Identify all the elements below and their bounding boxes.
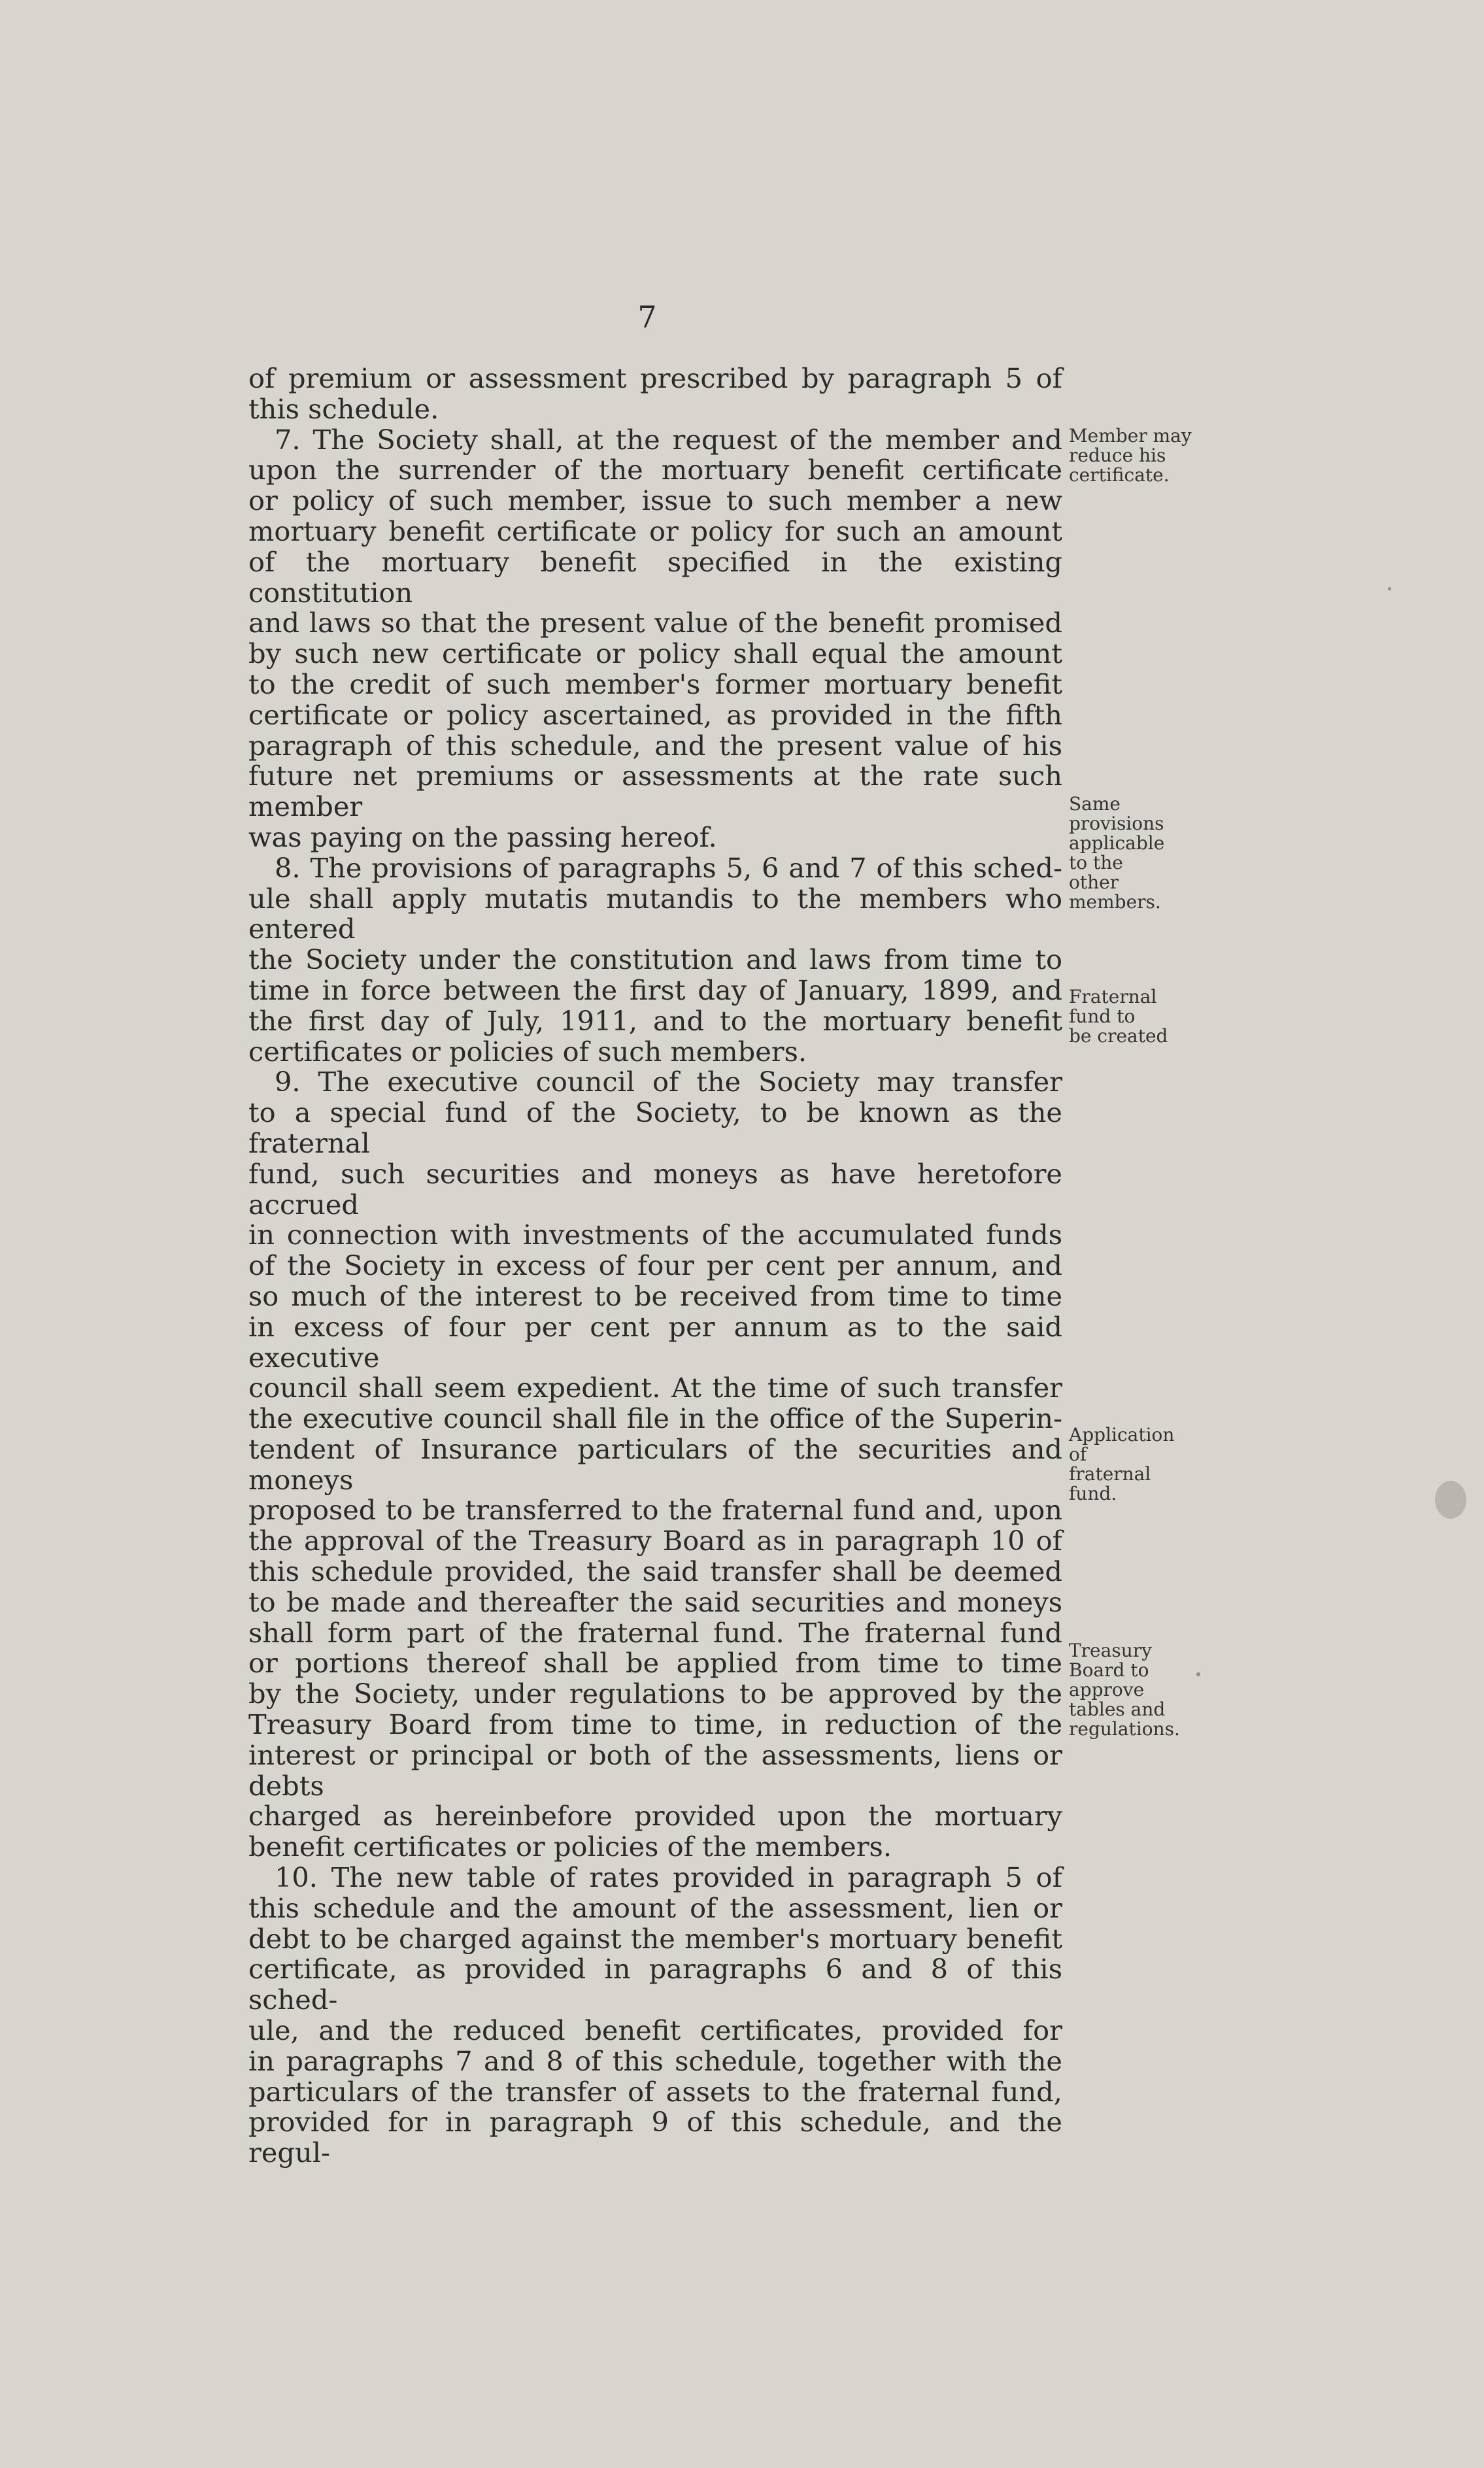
text-line: certificate or policy ascertained, as provided in the fifth xyxy=(248,698,1062,731)
sidenote-line: Same xyxy=(1069,793,1121,815)
text-line: the Society under the constitution and laws from time to xyxy=(248,943,1062,976)
text-line: time in force between the first day of January, 1899, and xyxy=(248,973,1062,1006)
sidenote-line: fund to xyxy=(1069,1006,1136,1027)
sidenote-line: Member may xyxy=(1069,425,1192,447)
text-line: certificates or policies of such members. xyxy=(248,1035,807,1068)
text-line: or portions thereof shall be applied from time to time xyxy=(248,1647,1062,1680)
sidenote-line: tables and xyxy=(1069,1699,1166,1720)
paragraph-8-start: 8. The provisions of paragraphs 5, 6 and 7 of this sched- xyxy=(275,851,1062,884)
sidenote-line: reduce his xyxy=(1069,445,1166,466)
text-line: tendent of Insurance particulars of the securities and moneys xyxy=(248,1432,1062,1496)
text-line: to be made and thereafter the said securities and moneys xyxy=(248,1585,1062,1618)
body-text xyxy=(248,363,1062,2169)
text-line: Treasury Board from time to time, in reduction of the xyxy=(248,1708,1062,1741)
text-line: provided for in paragraph 9 of this schedule, and the regul- xyxy=(248,2106,1062,2169)
text-line: paragraph of this schedule, and the present value of his xyxy=(248,729,1062,762)
text-line: in connection with investments of the accumulated funds xyxy=(248,1219,1062,1251)
sidenote-member-may-reduce xyxy=(1069,426,1206,485)
text-line: the first day of July, 1911, and to the mortuary benefit xyxy=(248,1004,1062,1037)
sidenote-line: fund. xyxy=(1069,1483,1117,1504)
paragraph-7-start: 7. The Society shall, at the request of the member and xyxy=(275,423,1062,456)
text-line: upon the surrender of the mortuary benefit certificate xyxy=(248,454,1062,486)
text-line: future net premiums or assessments at the rate such member xyxy=(248,760,1062,823)
sidenote-line: Fraternal xyxy=(1069,986,1157,1007)
paragraph-10-start: 10. The new table of rates provided in paragraph 5 of xyxy=(275,1861,1062,1894)
paper-speck xyxy=(1196,1672,1200,1676)
text-line: proposed to be transferred to the fraternal fund and, upon xyxy=(248,1494,1062,1527)
text-line: to a special fund of the Society, to be known as the fraternal xyxy=(248,1096,1062,1159)
text-line: of the Society in excess of four per cent per annum, and xyxy=(248,1249,1062,1282)
sidenote-line: Board to xyxy=(1069,1659,1149,1681)
text-line: interest or principal or both of the assessments, liens or debts xyxy=(248,1738,1062,1802)
text-line: council shall seem expedient. At the time of such transfer xyxy=(248,1372,1062,1404)
sidenote-line: Treasury xyxy=(1069,1640,1152,1661)
text-line: of premium or assessment prescribed by paragraph 5 of xyxy=(248,362,1062,394)
text-line: fund, such securities and moneys as have heretofore accrued xyxy=(248,1157,1062,1221)
text-line: the approval of the Treasury Board as in paragraph 10 of xyxy=(248,1525,1062,1557)
text-line: by such new certificate or policy shall equal the amount xyxy=(248,637,1062,670)
text-line: charged as hereinbefore provided upon the mortuary xyxy=(248,1800,1062,1833)
text-line: particulars of the transfer of assets to the fraternal fund, xyxy=(248,2075,1062,2108)
text-line: this schedule and the amount of the assessment, lien or xyxy=(248,1891,1062,1924)
text-line: shall form part of the fraternal fund. The fraternal fund xyxy=(248,1616,1062,1649)
sidenote-line: of xyxy=(1069,1444,1087,1465)
sidenote-line: approve xyxy=(1069,1679,1145,1700)
text-line: was paying on the passing hereof. xyxy=(248,820,717,853)
text-line: certificate, as provided in paragraphs 6 and 8 of this sched- xyxy=(248,1953,1062,2016)
page-number: 7 xyxy=(637,299,657,335)
text-line: this schedule. xyxy=(248,392,439,425)
sidenote-line: provisions xyxy=(1069,813,1164,834)
sidenote-application-of-fund xyxy=(1069,1425,1206,1504)
sidenote-line: fraternal xyxy=(1069,1463,1151,1485)
text-line: in excess of four per cent per annum as to the said executive xyxy=(248,1310,1062,1374)
sidenote-fraternal-fund xyxy=(1069,987,1206,1046)
sidenote-line: other xyxy=(1069,871,1119,893)
text-line: this schedule provided, the said transfer shall be deemed xyxy=(248,1555,1062,1588)
text-line: benefit certificates or policies of the members. xyxy=(248,1831,892,1863)
text-line: in paragraphs 7 and 8 of this schedule, together with the xyxy=(248,2044,1062,2077)
sidenote-line: members. xyxy=(1069,891,1161,913)
text-line: and laws so that the present value of the benefit promised xyxy=(248,607,1062,639)
paragraph-9-start: 9. The executive council of the Society may transfer xyxy=(275,1066,1062,1098)
text-line: by the Society, under regulations to be approved by the xyxy=(248,1678,1062,1710)
text-line: so much of the interest to be received from time to time xyxy=(248,1279,1062,1312)
sidenote-line: applicable xyxy=(1069,832,1165,854)
sidenote-line: Application xyxy=(1069,1424,1175,1445)
text-line: ule shall apply mutatis mutandis to the members who entered xyxy=(248,882,1062,945)
sidenote-line: certificate. xyxy=(1069,464,1170,486)
text-line: the executive council shall file in the office of the Superin- xyxy=(248,1402,1062,1435)
sidenote-treasury-board xyxy=(1069,1641,1206,1739)
text-line: to the credit of such member's former mortuary benefit xyxy=(248,668,1062,700)
sidenote-line: regulations. xyxy=(1069,1718,1180,1740)
text-line: of the mortuary benefit specified in the existing constitution xyxy=(248,545,1062,609)
sidenote-same-provisions xyxy=(1069,794,1206,912)
paper-speck xyxy=(1435,1481,1466,1519)
sidenote-line: to the xyxy=(1069,852,1123,873)
sidenote-line: be created xyxy=(1069,1025,1168,1047)
text-line: or policy of such member, issue to such member a new xyxy=(248,484,1062,517)
paper-speck xyxy=(1388,587,1391,590)
text-line: ule, and the reduced benefit certificates, provided for xyxy=(248,2014,1062,2047)
text-line: mortuary benefit certificate or policy for such an amount xyxy=(248,515,1062,547)
text-line: debt to be charged against the member's mortuary benefit xyxy=(248,1922,1062,1955)
